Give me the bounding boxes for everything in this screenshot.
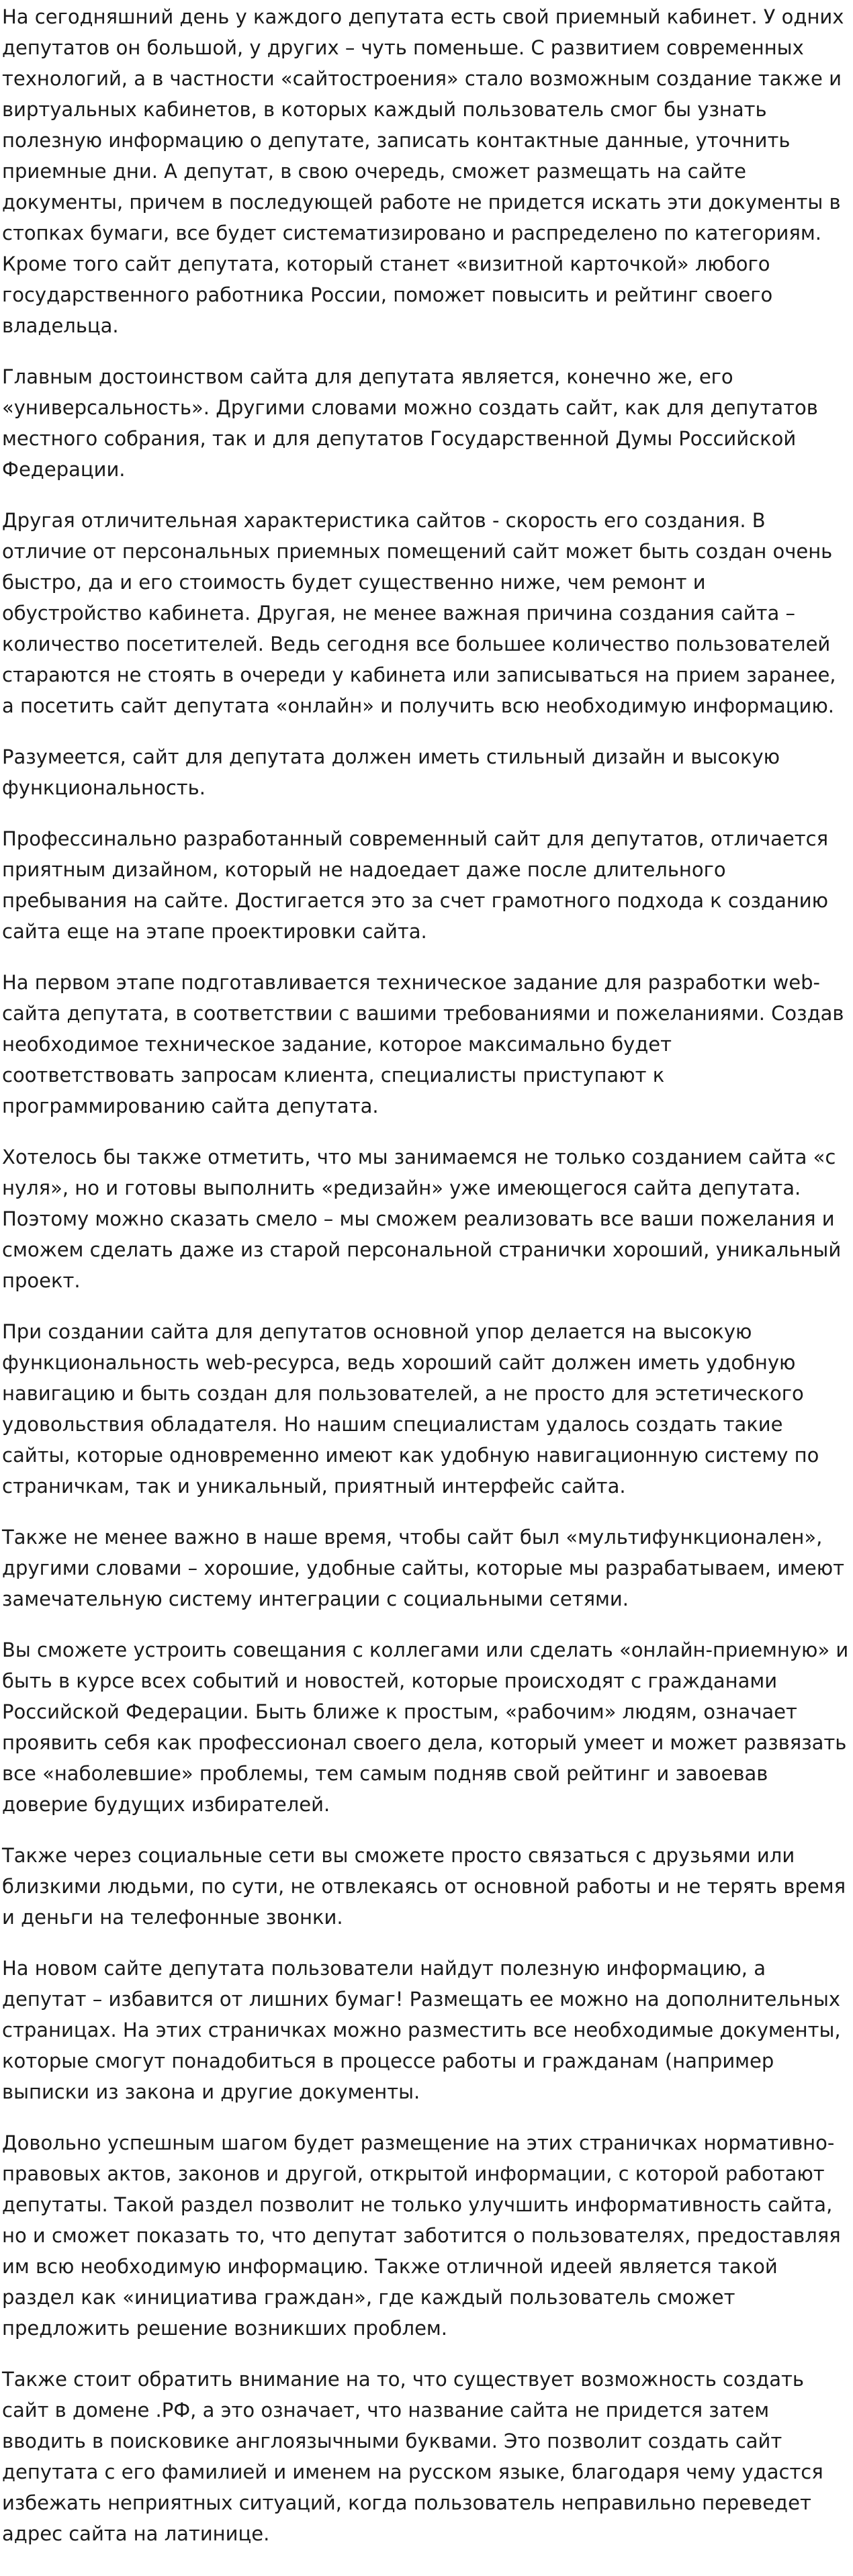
paragraph: Также через социальные сети вы сможете просто связаться с друзьями или близкими людьми, по сути, не отвлекаясь от основной работы и не терять время и деньги на телефонные звонки. xyxy=(2,1844,846,1929)
paragraph: На сегодняшний день у каждого депутата есть свой приемный кабинет. У одних депутатов он большой, у других – чуть поменьше. С развитием современных технологий, а в частности «сайтостроения» стало возможным создание также и виртуальных кабинетов, в которых каждый пользователь смог бы узнать полезную информацию о депутате, записать контактные данные, уточнить приемные дни. А депутат, в свою очередь, сможет размещать на сайте документы, причем в последующей работе не придется искать эти документы в стопках бумаги, все будет систематизировано и распределено по категориям. Кроме того сайт депутата, который станет «визитной карточкой» любого государственного работника России, поможет повысить и рейтинг своего владельца. xyxy=(2,5,844,337)
paragraph: Также стоит обратить внимание на то, что существует возможность создать сайт в домене .РФ, а это означает, что название сайта не придется затем вводить в поисковике англоязычными буквами. Это позволит создать сайт депутата с его фамилией и именем на русском языке, благодаря чему удастся избежать неприятных ситуаций, когда пользователь неправильно переведет адрес сайта на латинице. xyxy=(2,2368,823,2545)
paragraph: Хотелось бы также отметить, что мы занимаемся не только созданием сайта «с нуля», но и готовы выполнить «редизайн» уже имеющегося сайта депутата. Поэтому можно сказать смело – мы сможем реализовать все ваши пожелания и сможем сделать даже из старой персональной странички хороший, уникальный проект. xyxy=(2,1146,842,1292)
paragraph: На новом сайте депутата пользователи найдут полезную информацию, а депутат – избавится от лишних бумаг! Размещать ее можно на дополнительных страницах. На этих страничках можно разместить все необходимые документы, которые смогут понадобиться в процессе работы и гражданам (например выписки из закона и другие документы. xyxy=(2,1957,841,2103)
paragraph: Довольно успешным шагом будет размещение на этих страничках нормативно-правовых актов, законов и другой, открытой информации, с которой работают депутаты. Такой раздел позволит не только улучшить информативность сайта, но и сможет показать то, что депутат заботится о пользователях, предоставляя им всю необходимую информацию. Также отличной идеей является такой раздел как «инициатива граждан», где каждый пользователь сможет предложить решение возникших проблем. xyxy=(2,2131,841,2340)
paragraph: Также не менее важно в наше время, чтобы сайт был «мультифункционален», другими словами – хорошие, удобные сайты, которые мы разрабатываем, имеют замечательную систему интеграции с социальными сетями. xyxy=(2,1526,845,1610)
paragraph: На первом этапе подготавливается техническое задание для разработки web-сайта депутата, в соответствии с вашими требованиями и пожеланиями. Создав необходимое техническое задание, которое максимально будет соответствовать запросам клиента, специалисты приступают к программированию сайта депутата. xyxy=(2,971,844,1117)
paragraph: Другая отличительная характеристика сайтов - скорость его создания. В отличие от персональных приемных помещений сайт может быть создан очень быстро, да и его стоимость будет существенно ниже, чем ремонт и обустройство кабинета. Другая, не менее важная причина создания сайта – количество посетителей. Ведь сегодня все большее количество пользователей стараются не стоять в очереди у кабинета или записываться на прием заранее, а посетить сайт депутата «онлайн» и получить всю необходимую информацию. xyxy=(2,509,836,717)
paragraph: Профессинально разработанный современный сайт для депутатов, отличается приятным дизайном, который не надоедает даже после длительного пребывания на сайте. Достигается это за счет грамотного подхода к созданию сайта еще на этапе проектировки сайта. xyxy=(2,827,829,943)
paragraph: При создании сайта для депутатов основной упор делается на высокую функциональность web-ресурса, ведь хороший сайт должен иметь удобную навигацию и быть создан для пользователей, а не просто для эстетического удовольствия обладателя. Но нашим специалистам удалось создать такие сайты, которые одновременно имеют как удобную навигационную систему по страничкам, так и уникальный, приятный интерфейс сайта. xyxy=(2,1320,819,1498)
paragraph: Разумеется, сайт для депутата должен иметь стильный дизайн и высокую функциональность. xyxy=(2,745,780,799)
paragraph: Вы сможете устроить совещания с коллегами или сделать «онлайн-приемную» и быть в курсе всех событий и новостей, которые происходят с гражданами Российской Федерации. Быть ближе к простым, «рабочим» людям, означает проявить себя как профессионал своего дела, который умеет и может развязать все «наболевшие» проблемы, тем самым подняв свой рейтинг и завоевав доверие будущих избирателей. xyxy=(2,1639,849,1816)
paragraph: Главным достоинством сайта для депутата является, конечно же, его «универсальность». Другими словами можно создать сайт, как для депутатов местного собрания, так и для депутатов Государственной Думы Российской Федерации. xyxy=(2,365,818,481)
